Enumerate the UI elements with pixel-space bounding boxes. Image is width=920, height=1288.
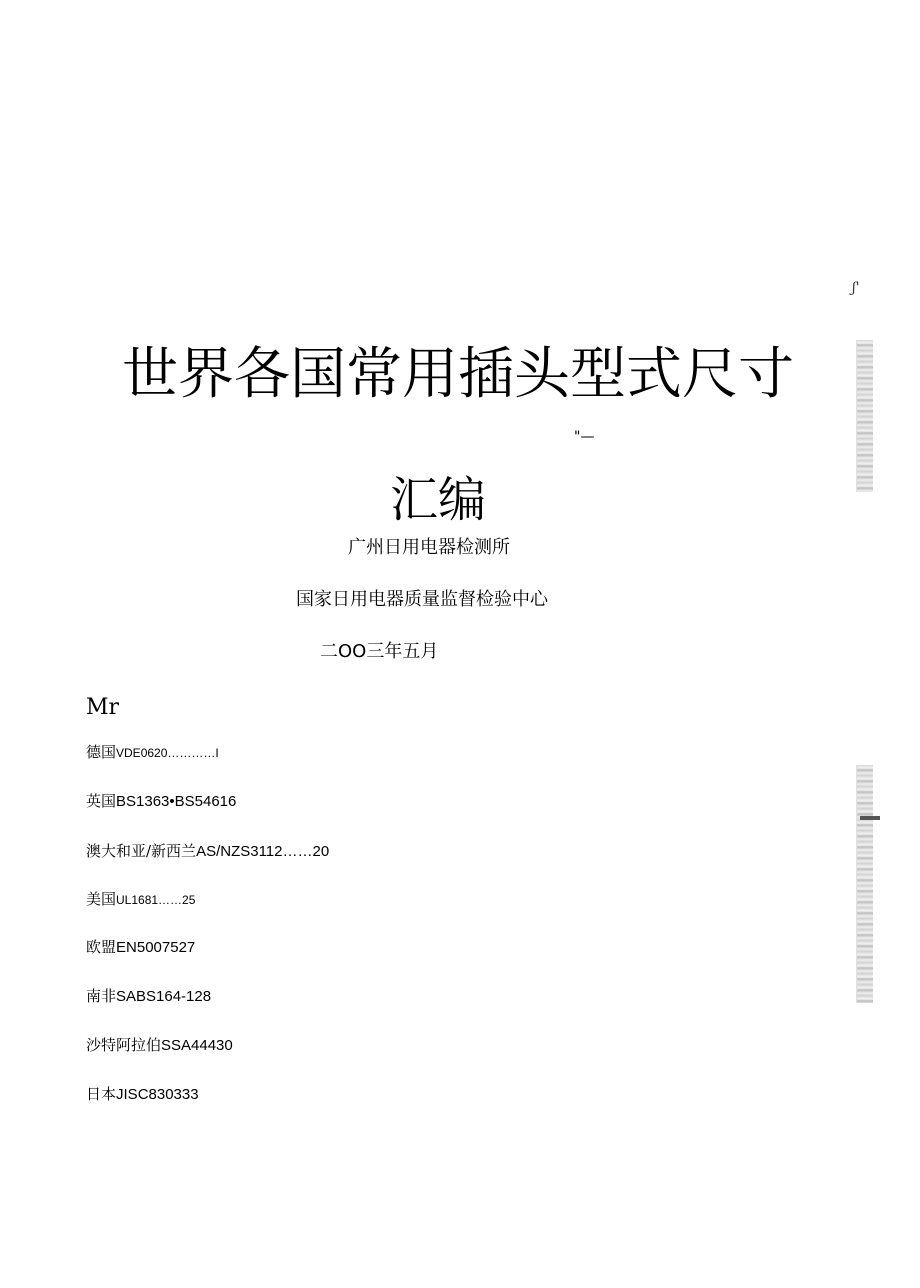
organization-name: 国家日用电器质量监督检验中心 (296, 589, 548, 610)
organization-name: 广州日用电器检测所 (348, 537, 510, 558)
toc-entry (86, 937, 195, 958)
toc-standard: SSA44430 (161, 1037, 233, 1054)
toc-standard: VDE0620…………I (116, 746, 219, 760)
toc-entry (86, 889, 195, 910)
toc-country: 英国 (86, 792, 117, 810)
title-mark: "— (574, 429, 595, 445)
toc-country: 南非 (86, 987, 117, 1005)
toc-entry (86, 791, 236, 812)
toc-entry (86, 841, 329, 862)
toc-country: 欧盟 (86, 938, 117, 956)
toc-standard: JISC830333 (116, 1086, 199, 1103)
corner-mark: ʃ' (852, 280, 860, 296)
publication-date: 二OO三年五月 (320, 641, 439, 662)
document-title-continued: 汇编 (390, 472, 487, 528)
scan-edge-strip (856, 765, 873, 1003)
scan-edge-strip (856, 340, 873, 492)
toc-standard: BS1363•BS54616 (116, 793, 237, 810)
toc-entry (86, 986, 211, 1007)
toc-country: 美国 (86, 890, 117, 908)
toc-entry (86, 742, 219, 763)
document-title: 世界各国常用插头型式尺寸 (122, 342, 794, 407)
toc-entry (86, 1035, 233, 1056)
toc-entry (86, 1084, 199, 1105)
toc-standard: UL1681……25 (116, 893, 196, 907)
toc-standard: AS/NZS3112……20 (196, 843, 330, 860)
scan-mark (860, 816, 880, 820)
toc-country: 澳大和亚/新西兰 (86, 842, 197, 860)
toc-country: 日本 (86, 1085, 117, 1103)
toc-country: 德国 (86, 743, 117, 761)
toc-standard: SABS164-128 (116, 988, 212, 1005)
toc-heading: Mr (86, 695, 120, 720)
toc-standard: EN5007527 (116, 939, 196, 956)
toc-country: 沙特阿拉伯 (86, 1036, 162, 1054)
